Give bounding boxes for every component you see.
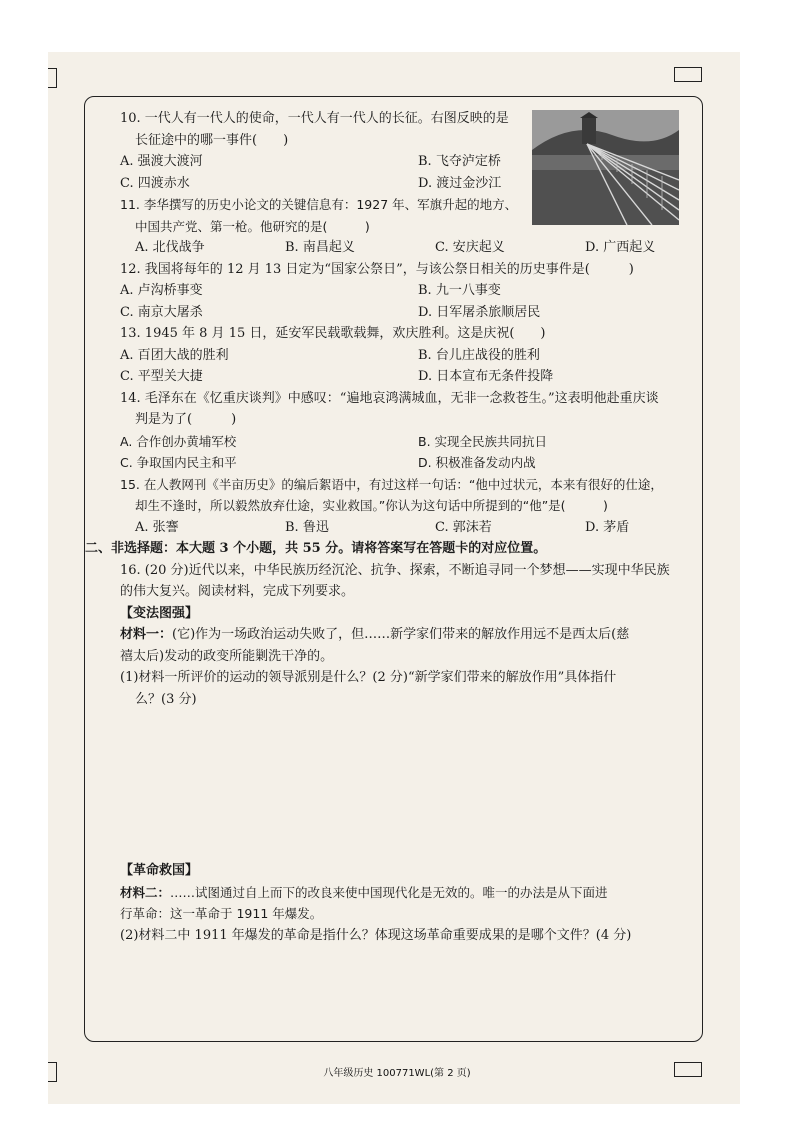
- q14-option-b: B. 实现全民族共同抗日: [418, 433, 548, 449]
- exam-content: [85, 108, 688, 946]
- q13-options: [120, 345, 688, 388]
- q14-option-d: D. 积极准备发动内战: [418, 455, 536, 470]
- material2-text1: ……试图通过自上而下的改良来使中国现代化是无效的。唯一的办法是从下面进: [170, 884, 608, 900]
- q10-option-d: D. 渡过金沙江: [418, 175, 502, 191]
- q15-options: [120, 517, 688, 539]
- q11-stem-line1: 11. 李华撰写的历史小论文的关键信息有：1927 年、军旗升起的地方、: [120, 197, 518, 212]
- question-14: [120, 388, 688, 474]
- question-12: [120, 259, 688, 324]
- corner-mark-top-left: [48, 68, 57, 88]
- q10-option-c: C. 四渡赤水: [120, 175, 190, 191]
- q12-option-b: B. 九一八事变: [418, 283, 501, 298]
- q14-options: [120, 431, 688, 474]
- material2-line2: 行革命：这一革命于 1911 年爆发。: [120, 906, 323, 921]
- q10-option-b: B. 飞夺泸定桥: [418, 154, 501, 169]
- page-footer: 八年级历史 100771WL(第 2 页): [323, 1068, 471, 1079]
- q11-option-d: D. 广西起义: [585, 240, 656, 255]
- q12-options: [120, 280, 688, 323]
- q15-option-d: D. 茅盾: [585, 519, 630, 535]
- q11-stem-line2: 中国共产党、第一枪。他研究的是( ): [135, 218, 370, 234]
- question-11: [120, 194, 688, 259]
- q13-option-c: C. 平型关大捷: [120, 369, 203, 384]
- section-2-heading: 二、非选择题：本大题 3 个小题，共 55 分。请将答案写在答题卡的对应位置。: [85, 541, 547, 556]
- material2-label: 材料二：: [120, 884, 171, 900]
- question-13: [120, 323, 688, 388]
- question-15: [120, 474, 688, 539]
- q13-option-b: B. 台儿庄战役的胜利: [418, 347, 540, 363]
- sub-question-1-line2: 么？(3 分): [135, 691, 197, 707]
- part2-title: 【革命救国】: [120, 863, 199, 878]
- q11-option-c: C. 安庆起义: [435, 240, 505, 255]
- q15-option-c: C. 郭沫若: [435, 519, 492, 535]
- q14-stem-line2: 判是为了( ): [135, 412, 237, 427]
- answer-space-1: [120, 710, 688, 860]
- q10-stem-line2: 长征途中的哪一事件( ): [135, 132, 289, 148]
- q16-stem-line1: 16. (20 分)近代以来，中华民族历经沉沦、抗争、探索，不断追寻同一个梦想——实现中华民族: [120, 562, 670, 578]
- q12-option-c: C. 南京大屠杀: [120, 304, 203, 320]
- q15-option-b: B. 鲁迅: [285, 519, 329, 535]
- material2-line1: [120, 882, 688, 904]
- question-10: [120, 108, 688, 194]
- q15-stem-line1: 15. 在人教网刊《半亩历史》的编后絮语中，有过这样一句话：“他中过状元，本来有很好的仕途，: [120, 476, 663, 492]
- q13-option-d: D. 日本宣布无条件投降: [418, 369, 554, 384]
- q13-stem: 13. 1945 年 8 月 15 日，延安军民载歌载舞，欢庆胜利。这是庆祝( ): [120, 326, 546, 341]
- sub-question-1-line1: (1)材料一所评价的运动的领导派别是什么？(2 分)“新学家们带来的解放作用”具体指什: [120, 670, 617, 685]
- q12-option-d: D. 日军屠杀旅顺居民: [418, 304, 541, 320]
- part1-title: 【变法图强】: [120, 605, 199, 621]
- q16-stem-line2: 的伟大复兴。阅读材料，完成下列要求。: [120, 584, 355, 599]
- q11-option-b: B. 南昌起义: [285, 240, 355, 255]
- q14-stem-line1: 14. 毛泽东在《忆重庆谈判》中感叹：“遍地哀鸿满城血，无非一念救苍生。”这表明他赴重庆谈: [120, 390, 659, 406]
- q14-option-a: A. 合作创办黄埔军校: [120, 433, 237, 449]
- q15-stem-line2: 却生不逢时，所以毅然放弃仕途，实业救国。”你认为这句话中所提到的“他”是( ): [135, 498, 608, 513]
- q15-option-a: A. 张謇: [135, 519, 179, 535]
- q11-options: [120, 237, 688, 259]
- sub-question-2: (2)材料二中 1911 年爆发的革命是指什么？体现这场革命重要成果的是哪个文件？(4 分): [120, 927, 632, 943]
- q12-option-a: A. 卢沟桥事变: [120, 283, 203, 298]
- q13-option-a: A. 百团大战的胜利: [120, 347, 229, 363]
- q10-options: [120, 151, 688, 194]
- q12-stem: 12. 我国将每年的 12 月 13 日定为“国家公祭日”，与该公祭日相关的历史事件是( ): [120, 261, 634, 277]
- material1-line1: [120, 624, 688, 646]
- material1-line2: 禧太后)发动的政变所能剿洗干净的。: [120, 648, 334, 664]
- corner-mark-top-right: [674, 67, 702, 82]
- q10-stem-line1: 10. 一代人有一代人的使命，一代人有一代人的长征。右图反映的是: [120, 111, 509, 126]
- q10-option-a: A. 强渡大渡河: [120, 154, 203, 169]
- material1-text1: (它)作为一场政治运动失败了，但……新学家们带来的解放作用远不是西太后(慈: [172, 627, 630, 642]
- material1-label: 材料一：: [120, 627, 173, 642]
- q11-option-a: A. 北伐战争: [135, 240, 205, 255]
- q14-option-c: C. 争取国内民主和平: [120, 455, 237, 470]
